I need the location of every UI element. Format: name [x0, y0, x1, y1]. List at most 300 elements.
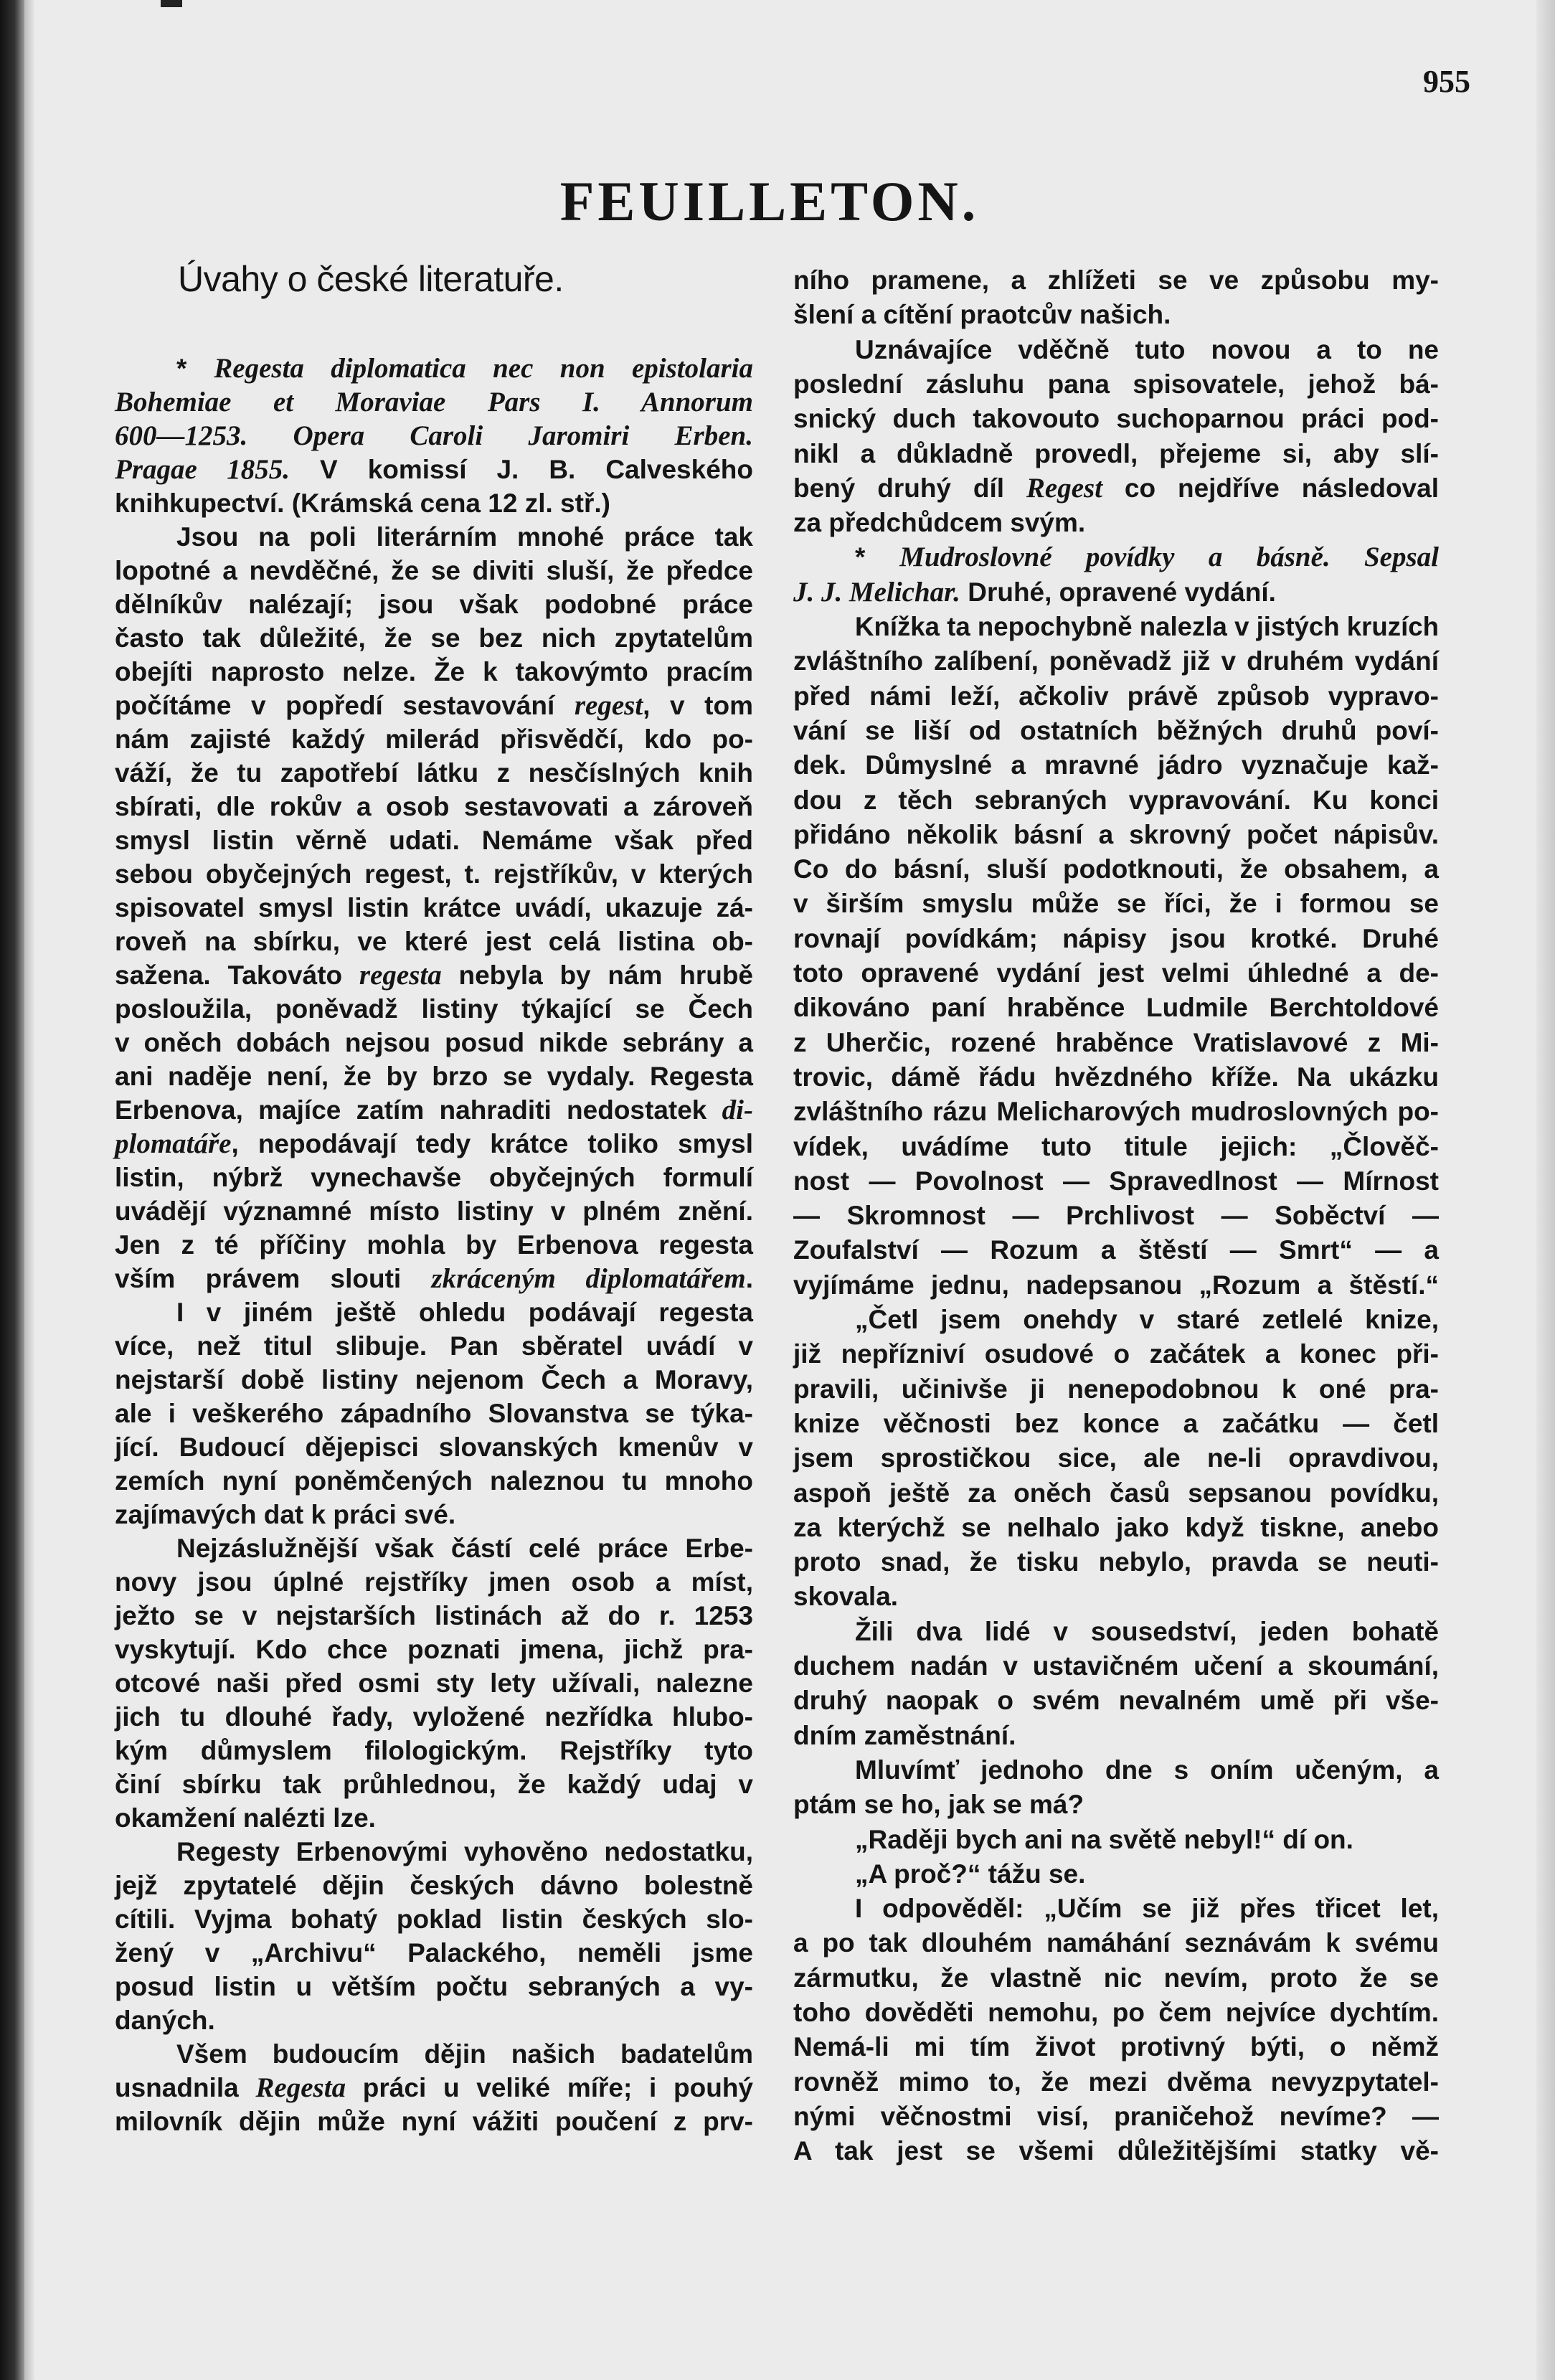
text-line	[115, 1026, 753, 1060]
line-content	[115, 1363, 753, 1397]
body-text: knize věčnosti bez konce a začátku — četl	[793, 1408, 1439, 1438]
text-line	[115, 790, 753, 824]
body-text: Jsou na poli literárním mnohé práce tak	[176, 522, 753, 552]
text-line	[115, 1801, 753, 1836]
text-line	[115, 453, 753, 487]
text-line	[793, 2065, 1439, 2100]
body-text: Knížka ta nepochybně nalezla v jistých kruzích	[855, 612, 1439, 641]
body-text: Jen z té příčiny mohla by Erbenova regesta	[115, 1230, 753, 1260]
text-line	[115, 655, 753, 689]
text-line	[793, 1961, 1439, 1996]
text-line	[115, 1936, 753, 1970]
text-line	[115, 925, 753, 959]
body-text: rovněž mimo to, že mezi dvěma nevyzpytatel-	[793, 2067, 1439, 2097]
body-text: poslední zásluhu pana spisovatele, jehož bá-	[793, 369, 1439, 399]
line-content	[115, 1059, 753, 1094]
line-content	[793, 748, 1439, 783]
text-line	[793, 540, 1439, 575]
line-content	[855, 1753, 1439, 1788]
body-text: již nepřízniví osudové o začátek a konec při-	[793, 1339, 1439, 1369]
text-line	[115, 486, 753, 521]
line-content	[793, 1926, 1439, 1960]
line-content	[793, 2065, 1439, 2100]
body-text: zvláštního rázu Melicharových mudroslovných po-	[793, 1097, 1439, 1127]
body-text: nejstarší době listiny nejenom Čech a Moravy,	[115, 1365, 753, 1394]
body-text: ního pramene, a zhlížeti se ve způsobu my-	[793, 265, 1439, 295]
body-text: za kterýchž se nelhalo jako když tiskne, anebo	[793, 1512, 1439, 1542]
line-content	[793, 818, 1439, 852]
text-line	[793, 1476, 1439, 1511]
italic-text: Regesta	[255, 2072, 346, 2103]
body-text: z Uherčic, rozené hraběnce Vratislavové z Mi-	[793, 1027, 1439, 1057]
body-text: žený v „Archivu“ Palackého, neměli jsme	[115, 1938, 753, 1968]
body-text: jich tu dlouhé řady, vyložené nezřídka hlubo-	[115, 1702, 753, 1732]
body-text: obejíti naprosto nelze. Že k takovýmto pracím	[115, 657, 753, 686]
line-content	[115, 958, 753, 993]
line-content	[115, 1127, 753, 1161]
line-content	[793, 1719, 1016, 1753]
line-content	[855, 1615, 1439, 1649]
text-line	[115, 2003, 753, 2038]
body-text: činí sbírku tak průhlednou, že každý udaj v	[115, 1770, 753, 1799]
body-text: nost — Povolnost — Spravedlnost — Mírnost	[793, 1166, 1439, 1196]
line-content	[793, 575, 1276, 610]
text-line	[115, 1565, 753, 1600]
line-content	[115, 1565, 753, 1600]
body-text: Žili dva lidé v sousedství, jeden bohatě	[855, 1616, 1439, 1646]
text-line	[115, 1329, 753, 1364]
line-content	[115, 1161, 753, 1195]
text-line	[793, 818, 1439, 852]
text-line	[115, 1498, 753, 1532]
body-text: lopotné a nevděčné, že se diviti sluší, že předce	[115, 556, 753, 585]
text-line	[793, 1407, 1439, 1441]
body-text: Zoufalství — Rozum a štěstí — Smrt“ — a	[793, 1235, 1439, 1265]
line-content	[793, 679, 1439, 714]
italic-text: Pragae 1855.	[115, 454, 290, 485]
line-content	[115, 453, 753, 487]
line-content	[115, 689, 753, 723]
text-line	[115, 520, 753, 554]
italic-text: Bohemiae et Moraviae Pars I. Annorum	[115, 387, 753, 417]
line-content	[855, 333, 1439, 367]
text-line	[115, 621, 753, 656]
text-line	[115, 756, 753, 790]
body-text: ale i veškerého západního Slovanstva se týka-	[115, 1399, 753, 1428]
text-line	[115, 1970, 753, 2004]
body-text: uvádějí významné místo listiny v plném znění.	[115, 1196, 753, 1226]
body-text: duchem nadán v ustavičném učení a skoumání,	[793, 1651, 1439, 1681]
text-line	[793, 610, 1439, 644]
body-text: I odpověděl: „Učím se již přes třicet let,	[855, 1894, 1439, 1924]
line-content	[793, 367, 1439, 402]
text-line	[793, 1857, 1439, 1892]
body-text: I v jiném ještě ohledu podávají regesta	[176, 1298, 753, 1327]
line-content	[793, 644, 1439, 679]
text-line	[793, 575, 1439, 610]
text-line	[115, 891, 753, 925]
line-content	[115, 756, 753, 790]
line-content	[115, 1700, 753, 1734]
page-right-edge	[1536, 0, 1555, 2380]
body-text: toho dověděti nemohu, po čem nejvíce dychtím.	[793, 1998, 1439, 2027]
body-text: v širším smyslu může se říci, že i formou se	[793, 889, 1439, 919]
line-content	[115, 1430, 753, 1465]
body-text: Mluvímť jednoho dne s oním učeným, a	[855, 1755, 1439, 1785]
text-line	[793, 748, 1439, 783]
line-content	[793, 2134, 1439, 2168]
line-content	[793, 1268, 1439, 1303]
line-content	[115, 925, 753, 959]
body-text: posud listin u větším počtu sebraných a vy-	[115, 1972, 753, 2001]
page-edge-shadow	[24, 0, 34, 2380]
text-line	[793, 1753, 1439, 1788]
body-text: Nejzáslužnější však částí celé práce Erbe-	[176, 1534, 753, 1563]
line-content	[793, 2100, 1439, 2134]
line-content	[115, 1734, 753, 1768]
line-content	[115, 1194, 753, 1229]
body-text: pravili, učinivše ji nenepodobnou k oné pra-	[793, 1374, 1439, 1404]
body-text: zajímavých dat k práci své.	[115, 1500, 456, 1529]
line-content	[115, 790, 753, 824]
text-line	[793, 1303, 1439, 1337]
text-line	[115, 857, 753, 892]
body-text: sebou obyčejných regest, t. rejstříkův, v kterých	[115, 859, 753, 889]
text-line	[793, 1026, 1439, 1060]
line-content	[793, 506, 1085, 540]
body-text: druhý naopak o svém nevalném umě při vše-	[793, 1686, 1439, 1716]
text-line	[793, 2100, 1439, 2134]
body-text: novy jsou úplné rejstříky jmen osob a míst,	[115, 1567, 753, 1597]
text-line	[793, 714, 1439, 748]
text-line	[793, 887, 1439, 921]
page-number: 955	[1423, 64, 1470, 99]
body-text: Co do básní, sluší podotknouti, že obsahem, a	[793, 854, 1439, 884]
body-text: spisovatel smysl listin krátce uvádí, ukazuje zá-	[115, 893, 753, 922]
line-content	[793, 263, 1439, 298]
line-content	[793, 1684, 1439, 1718]
line-content	[115, 1329, 753, 1364]
line-content	[793, 437, 1439, 471]
line-content	[115, 1599, 753, 1633]
text-line	[793, 333, 1439, 367]
italic-text: zkráceným diplomatářem	[431, 1263, 746, 1294]
body-text: a po tak dlouhém namáhání seznávám k svému	[793, 1928, 1439, 1958]
text-line	[115, 1397, 753, 1431]
line-content	[793, 1996, 1439, 2030]
text-line	[793, 783, 1439, 818]
line-content	[855, 1892, 1439, 1926]
text-line	[115, 1161, 753, 1195]
line-content	[115, 554, 753, 588]
body-text: zemích nyní poněmčených naleznou tu mnoho	[115, 1466, 753, 1496]
body-text: posloužila, poněvadž listiny týkající se Čech	[115, 994, 753, 1024]
line-content	[115, 2071, 753, 2105]
line-content	[115, 1970, 753, 2004]
line-content	[855, 1857, 1085, 1892]
text-line	[793, 506, 1439, 540]
scan-binding-edge	[0, 0, 24, 2380]
text-line	[793, 367, 1439, 402]
body-text: dek. Důmyslné a mravné jádro vyznačuje kaž-	[793, 750, 1439, 780]
text-line	[793, 1130, 1439, 1164]
line-content	[115, 857, 753, 892]
body-text: nám zajisté každý milerád přisvědčí, kdo po-	[115, 724, 753, 754]
body-text: váží, že tu zapotřebí látku z nesčíslných knih	[115, 758, 753, 788]
text-line	[115, 385, 753, 420]
body-text: listin, nýbrž vynechavše obyčejných formulí	[115, 1163, 753, 1192]
line-content	[793, 1579, 898, 1614]
body-text: dou z těch sebraných vypravování. Ku konci	[793, 785, 1439, 815]
line-content	[115, 1464, 753, 1498]
body-text: vším právem slouti	[115, 1264, 432, 1293]
body-text: toto opravené vydání jest velmi úhledné a de-	[793, 958, 1439, 988]
line-content	[115, 655, 753, 689]
body-text: *	[855, 542, 900, 572]
body-text: *	[176, 354, 214, 383]
text-line	[793, 1545, 1439, 1579]
body-text: vídek, uvádíme tuto titule jejich: „Člověč-	[793, 1131, 1439, 1161]
italic-text: Regesta diplomatica nec non epistolaria	[214, 353, 753, 384]
body-text: jící. Budoucí dějepisci slovanských kmenův v	[115, 1432, 753, 1462]
body-text: , v tom	[643, 691, 753, 720]
line-content	[176, 2037, 753, 2072]
line-content	[793, 991, 1439, 1025]
line-content	[115, 486, 610, 521]
text-line	[115, 1767, 753, 1802]
body-text: okamžení nalézti lze.	[115, 1803, 376, 1833]
italic-text: regesta	[359, 960, 442, 991]
line-content	[793, 298, 1171, 332]
section-masthead: FEUILLETON.	[559, 170, 980, 232]
body-text: daných.	[115, 2006, 215, 2035]
text-line	[115, 1599, 753, 1633]
italic-text: J. J. Melichar.	[793, 576, 960, 608]
line-content	[793, 1233, 1439, 1267]
body-text: vyjímáme jednu, nadepsanou „Rozum a štěstí.“	[793, 1270, 1439, 1300]
text-line	[115, 823, 753, 858]
body-text: dním zaměstnání.	[793, 1720, 1016, 1750]
text-line	[793, 1164, 1439, 1199]
text-line	[793, 2030, 1439, 2064]
italic-text: plomatáře	[115, 1128, 232, 1159]
line-content	[793, 402, 1439, 436]
text-line	[793, 956, 1439, 991]
body-text: vyskytují. Kdo chce poznati jmena, jichž pra-	[115, 1635, 753, 1664]
body-text: snický duch takovouto suchoparnou práci pod-	[793, 404, 1439, 434]
body-text: „Četl jsem onehdy v staré zetlelé knize,	[855, 1305, 1439, 1334]
line-content	[793, 1372, 1439, 1407]
line-content	[793, 471, 1439, 506]
text-line	[793, 2134, 1439, 2168]
line-content	[115, 587, 753, 622]
body-text: , nepodávají tedy krátce toliko smysl	[231, 1129, 753, 1158]
body-text: bený druhý díl	[793, 473, 1026, 503]
body-text: nými věčnostmi visí, praničehož nevíme? —	[793, 2101, 1439, 2131]
body-text: milovník dějin může nyní vážiti poučení z prv-	[115, 2107, 753, 2136]
line-content	[176, 1835, 753, 1869]
text-line	[115, 1059, 753, 1094]
line-content	[793, 2030, 1439, 2064]
body-text: dělníkův nalézají; jsou však podobné práce	[115, 590, 753, 619]
text-line	[793, 263, 1439, 298]
text-line	[793, 1892, 1439, 1926]
body-text: Erbenova, majíce zatím nahraditi nedostatek	[115, 1095, 722, 1125]
body-text: „A proč?“ tážu se.	[855, 1859, 1086, 1889]
body-text: vání se liší od ostatních běžných druhů poví-	[793, 715, 1439, 745]
body-text: skovala.	[793, 1582, 899, 1612]
body-text: cítili. Vyjma bohatý poklad listin českých slo-	[115, 1904, 753, 1934]
line-content	[115, 385, 753, 420]
line-content	[115, 1902, 753, 1937]
text-line	[115, 1194, 753, 1229]
line-content	[115, 1767, 753, 1802]
line-content	[115, 621, 753, 656]
line-content	[176, 1295, 753, 1330]
line-content	[115, 1936, 753, 1970]
text-line	[115, 1127, 753, 1161]
body-text: přidáno několik básní a skrovný počet nápisův.	[793, 819, 1439, 849]
line-content	[855, 610, 1439, 644]
text-line	[115, 1700, 753, 1734]
line-content	[793, 1649, 1439, 1684]
line-content	[793, 714, 1439, 748]
text-line	[115, 554, 753, 588]
line-content	[115, 2105, 753, 2139]
line-content	[793, 1407, 1439, 1441]
line-content	[115, 419, 753, 453]
article-heading: Úvahy o české literatuře.	[178, 259, 564, 299]
line-content	[115, 1498, 455, 1532]
text-line	[793, 852, 1439, 887]
italic-text: Mudroslovné povídky a básně. Sepsal	[899, 542, 1439, 573]
text-line	[115, 992, 753, 1026]
body-text: otcové naši před osmi sty lety užívali, nalezne	[115, 1668, 753, 1698]
body-text: sbírati, dle rokův a osob sestavovati a zároveň	[115, 792, 753, 821]
text-line	[115, 1734, 753, 1768]
text-line	[115, 1363, 753, 1397]
line-content	[793, 1026, 1439, 1060]
body-text: počítáme v popředí sestavování	[115, 691, 575, 720]
text-line	[115, 958, 753, 993]
body-text: zármutku, že vlastně nic nevím, proto že se	[793, 1963, 1439, 1993]
body-text: „Raději bych ani na světě nebyl!“ dí on.	[855, 1824, 1353, 1854]
text-line	[793, 1996, 1439, 2030]
line-content	[793, 1060, 1439, 1095]
body-text: Uznávajíce vděčně tuto novou a to ne	[855, 334, 1439, 364]
body-text: roveň na sbírku, ve které jest celá listina ob-	[115, 927, 753, 956]
text-line	[793, 922, 1439, 956]
text-line	[793, 1095, 1439, 1129]
text-line	[115, 351, 753, 386]
line-content	[793, 1441, 1439, 1475]
text-line	[115, 2071, 753, 2105]
text-line	[793, 644, 1439, 679]
text-line	[115, 1228, 753, 1262]
body-text: ani naděje není, že by brzo se vydaly. Regesta	[115, 1062, 753, 1091]
line-content	[115, 1228, 753, 1262]
text-line	[115, 587, 753, 622]
body-text: nebyla by nám hrubě	[441, 960, 753, 990]
line-content	[115, 1801, 376, 1836]
line-content	[855, 1823, 1353, 1857]
text-line	[793, 1372, 1439, 1407]
line-content	[855, 1303, 1439, 1337]
body-text: proto snad, že tisku nebylo, pravda se neuti-	[793, 1547, 1439, 1577]
body-text: usnadnila	[115, 2073, 256, 2102]
line-content	[115, 1666, 753, 1701]
text-line	[115, 2105, 753, 2139]
text-line	[793, 1719, 1439, 1753]
line-content	[793, 1788, 1084, 1822]
body-text: jsem sprostičkou sice, ale ne-li opravdivou,	[793, 1443, 1439, 1473]
text-line	[793, 1684, 1439, 1718]
text-line	[115, 1093, 753, 1128]
text-line	[793, 1615, 1439, 1649]
text-line	[793, 437, 1439, 471]
body-text: v oněch dobách nejsou posud nikde sebrány a	[115, 1028, 753, 1057]
text-line	[115, 1430, 753, 1465]
text-line	[115, 689, 753, 723]
line-content	[115, 1093, 753, 1128]
text-line	[115, 1633, 753, 1667]
body-text: sažena. Takováto	[115, 960, 359, 990]
line-content	[176, 351, 753, 386]
body-text: rovnají povídkám; nápisy jsou krotké. Druhé	[793, 923, 1439, 953]
body-text: ježto se v nejstarších listinách až do r. 1253	[115, 1601, 753, 1630]
body-text: více, než titul slibuje. Pan sběratel uvádí v	[115, 1331, 753, 1361]
text-line	[115, 1666, 753, 1701]
line-content	[115, 1869, 753, 1903]
body-text: Všem budoucím dějin našich badatelům	[176, 2039, 753, 2069]
body-text: co nejdříve následoval	[1102, 473, 1439, 503]
line-content	[115, 823, 753, 858]
body-text: Druhé, opravené vydání.	[960, 577, 1276, 607]
text-line	[115, 1902, 753, 1937]
text-line	[793, 991, 1439, 1025]
line-content	[115, 891, 753, 925]
line-content	[176, 1531, 753, 1566]
body-text: dikováno paní hraběnce Ludmile Berchtoldové	[793, 993, 1439, 1023]
line-content	[793, 852, 1439, 887]
italic-text: di-	[722, 1095, 753, 1125]
text-line	[793, 1060, 1439, 1095]
line-content	[793, 1511, 1439, 1545]
line-content	[793, 922, 1439, 956]
text-line	[793, 1268, 1439, 1303]
text-line	[115, 722, 753, 757]
italic-text: regest	[574, 690, 643, 721]
text-line	[115, 1835, 753, 1869]
line-content	[793, 956, 1439, 991]
line-content	[115, 1262, 753, 1296]
body-text: ptám se ho, jak se má?	[793, 1790, 1084, 1820]
body-text: smysl listin věrně udati. Nemáme však před	[115, 826, 753, 855]
body-text: Regesty Erbenovými vyhověno nedostatku,	[176, 1837, 753, 1866]
text-line	[793, 679, 1439, 714]
body-text: aspoň ještě za oněch časů sepsanou povídku,	[793, 1478, 1439, 1508]
line-content	[855, 540, 1439, 575]
body-text: jejž zpytatelé dějin českých dávno bolestně	[115, 1871, 753, 1900]
italic-text: 600—1253. Opera Caroli Jaromiri Erben.	[115, 420, 753, 451]
line-content	[176, 520, 753, 554]
line-content	[115, 1397, 753, 1431]
text-line	[793, 1788, 1439, 1822]
line-content	[793, 783, 1439, 818]
italic-text: Regest	[1026, 472, 1103, 504]
line-content	[115, 722, 753, 757]
body-text: nikl a důkladně provedl, přejeme si, aby slí-	[793, 438, 1439, 468]
